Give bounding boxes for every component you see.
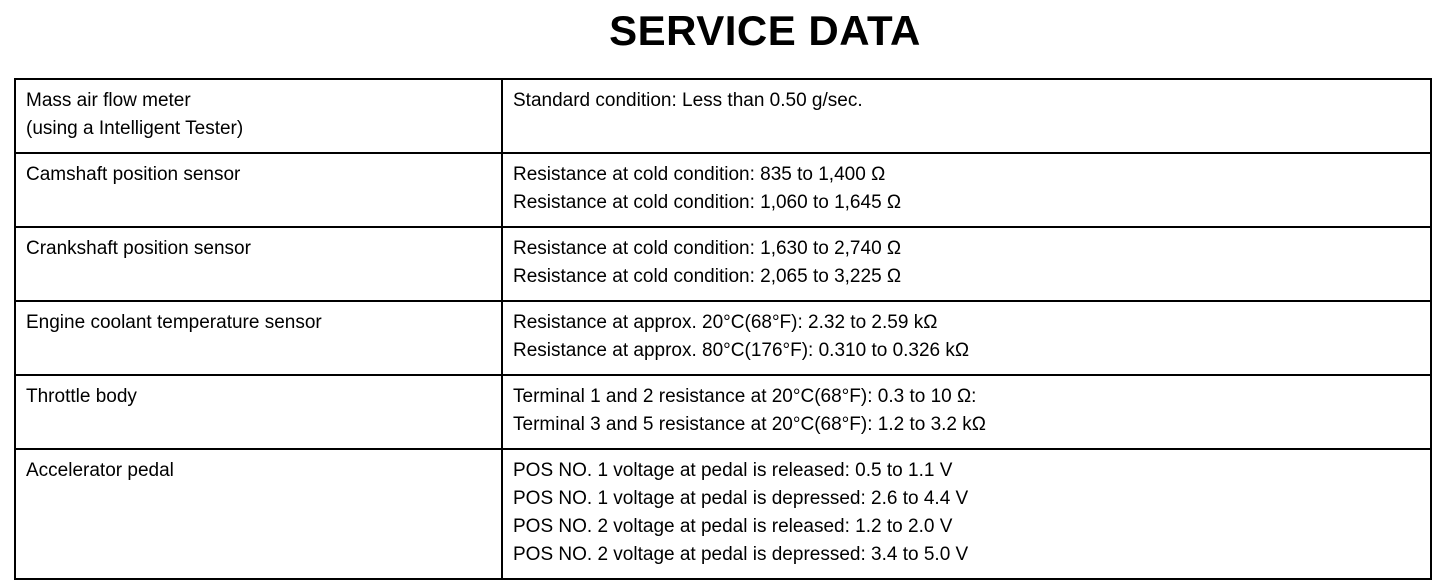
spec-cell [502, 153, 1431, 227]
item-label: Crankshaft position sensor [26, 238, 251, 259]
item-label: Accelerator pedal [26, 460, 174, 481]
spec-value: Terminal 1 and 2 resistance at 20°C(68°F): 0.3 to 10 Ω: [513, 386, 977, 407]
spec-value: Terminal 3 and 5 resistance at 20°C(68°F): 1.2 to 3.2 kΩ [513, 414, 986, 435]
page-title: SERVICE DATA [609, 7, 921, 54]
item-cell [15, 375, 502, 449]
spec-value: Resistance at approx. 80°C(176°F): 0.310 to 0.326 kΩ [513, 340, 970, 361]
table-row [15, 227, 1431, 301]
spec-value: POS NO. 1 voltage at pedal is released: 0.5 to 1.1 V [513, 460, 953, 481]
item-cell [15, 449, 502, 579]
spec-value: Resistance at approx. 20°C(68°F): 2.32 to 2.59 kΩ [513, 312, 938, 333]
spec-value: POS NO. 2 voltage at pedal is released: 1.2 to 2.0 V [513, 516, 953, 537]
spec-cell [502, 79, 1431, 153]
item-label: Throttle body [26, 386, 137, 407]
table-row [15, 375, 1431, 449]
item-cell [15, 301, 502, 375]
item-label: (using a Intelligent Tester) [26, 118, 244, 139]
service-data-table [14, 78, 1432, 580]
spec-value: POS NO. 2 voltage at pedal is depressed: 3.4 to 5.0 V [513, 544, 969, 565]
spec-cell [502, 227, 1431, 301]
spec-value: Resistance at cold condition: 835 to 1,400 Ω [513, 164, 886, 185]
item-cell [15, 227, 502, 301]
item-label: Mass air flow meter [26, 90, 191, 111]
service-data-table-body [15, 79, 1431, 579]
spec-value: Resistance at cold condition: 2,065 to 3,225 Ω [513, 266, 902, 287]
table-row [15, 79, 1431, 153]
spec-cell [502, 449, 1431, 579]
table-row [15, 153, 1431, 227]
item-label: Camshaft position sensor [26, 164, 241, 185]
spec-value: Resistance at cold condition: 1,060 to 1,645 Ω [513, 192, 902, 213]
item-cell [15, 153, 502, 227]
item-cell [15, 79, 502, 153]
spec-value: Resistance at cold condition: 1,630 to 2,740 Ω [513, 238, 902, 259]
table-row [15, 449, 1431, 579]
spec-cell [502, 375, 1431, 449]
spec-value: POS NO. 1 voltage at pedal is depressed: 2.6 to 4.4 V [513, 488, 969, 509]
spec-cell [502, 301, 1431, 375]
item-label: Engine coolant temperature sensor [26, 312, 322, 333]
spec-value: Standard condition: Less than 0.50 g/sec. [513, 90, 863, 111]
table-row [15, 301, 1431, 375]
